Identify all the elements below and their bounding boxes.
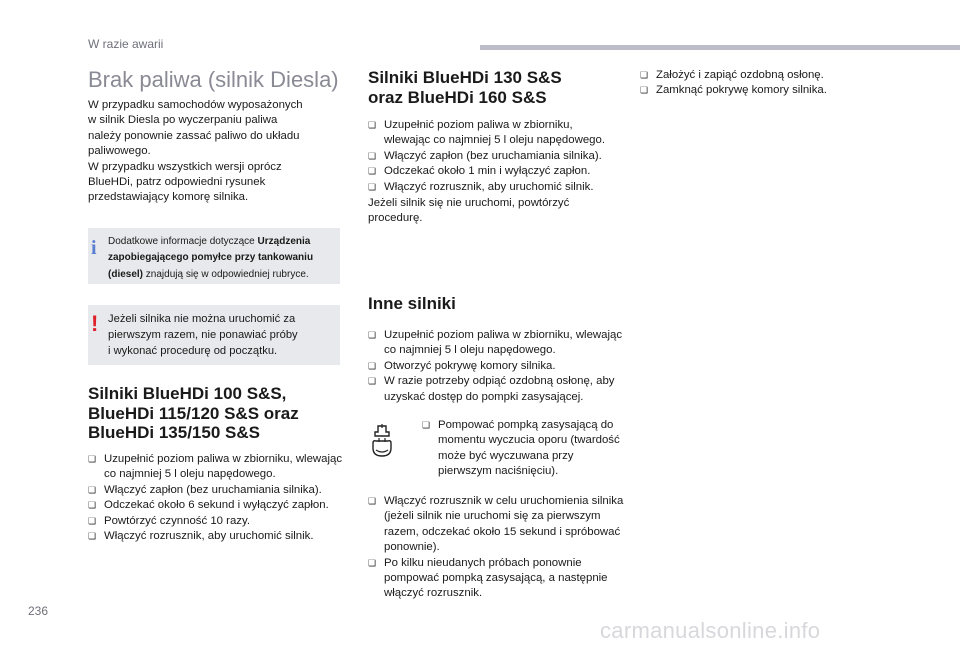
info-text: Dodatkowe informacje dotyczące Urządzenia zapobiegającego pomyłce przy tankowaniu (diesel) znajdują się w odpowiedniej rubryce.: [108, 236, 314, 280]
hand-pump-icon: [368, 424, 396, 458]
list-item: ❏ Włączyć rozrusznik, aby uruchomić silnik.: [368, 180, 618, 195]
list-item: ❏ Włączyć rozrusznik w celu uruchomienia silnika (jeżeli silnik nie uruchomi się za pierwszym razem, odczekać około 15 sekund i spróbować ponownie).: [368, 495, 624, 554]
intro-line: BlueHDi, patrz odpowiedni rysunek: [88, 176, 266, 189]
checkbox-bullet-icon: ❏: [368, 166, 377, 177]
list-item: ❏ Pompować pompką zasysającą do momentu wyczucia oporu (twardość może być wyczuwana przy pierwszym naciśnięciu).: [422, 419, 620, 478]
intro-paragraph: [88, 98, 338, 206]
list-item: ❏ Otworzyć pokrywę komory silnika.: [368, 359, 628, 374]
checkbox-bullet-icon: ❏: [640, 85, 649, 96]
list-item: ❏ Po kilku nieudanych próbach ponownie pompować pompką zasysającą, a następnie włączyć rozrusznik.: [368, 556, 608, 600]
page-number: 236: [28, 604, 49, 618]
intro-line: przedstawiający komorę silnika.: [88, 191, 249, 204]
steps-bluehdi-100: [88, 452, 353, 544]
watermark: carmanualsonline.info: [600, 618, 821, 643]
warning-icon: !: [91, 311, 99, 336]
heading-bluehdi-130: Silniki BlueHDi 130 S&S oraz BlueHDi 160 S&S: [368, 68, 562, 107]
list-item: ❏ Zamknąć pokrywę komory silnika.: [640, 83, 890, 98]
checkbox-bullet-icon: ❏: [88, 454, 97, 464]
list-item: ❏ Uzupełnić poziom paliwa w zbiorniku, wlewając co najmniej 5 l oleju napędowego.: [88, 453, 343, 481]
checkbox-bullet-icon: ❏: [368, 181, 377, 192]
warning-text: Jeżeli silnika nie można uruchomić za pierwszym razem, nie ponawiać próby i wykonać procedurę od początku.: [108, 313, 298, 358]
steps-bluehdi-130: [368, 118, 618, 195]
checkbox-bullet-icon: ❏: [368, 496, 377, 506]
page-title: Brak paliwa (silnik Diesla): [88, 67, 339, 92]
intro-line: W przypadku samochodów wyposażonych: [88, 99, 303, 111]
checkbox-bullet-icon: ❏: [88, 515, 97, 526]
steps-other-engines: [368, 328, 628, 405]
intro-line: paliwowego.: [88, 145, 151, 158]
list-item: ❏ Odczekać około 6 sekund i wyłączyć zapłon.: [88, 498, 353, 513]
list-item: ❏ Powtórzyć czynność 10 razy.: [88, 514, 353, 529]
intro-line: W przypadku wszystkich wersji oprócz: [88, 160, 282, 173]
checkbox-bullet-icon: ❏: [368, 120, 377, 130]
checkbox-bullet-icon: ❏: [368, 360, 377, 371]
intro-line: w silnik Diesla po wyczerpaniu paliwa: [88, 114, 278, 127]
steps-finish: [640, 68, 890, 99]
steps-pump: [422, 418, 622, 480]
list-item: ❏ W razie potrzeby odpiąć ozdobną osłonę, aby uzyskać dostęp do pompki zasysającej.: [368, 375, 615, 403]
heading-other-engines: Inne silniki: [368, 294, 456, 313]
list-item: ❏ Włączyć zapłon (bez uruchamiania silnika).: [368, 149, 618, 164]
checkbox-bullet-icon: ❏: [368, 330, 377, 340]
checkbox-bullet-icon: ❏: [368, 376, 377, 387]
heading-bluehdi-100: Silniki BlueHDi 100 S&S, BlueHDi 115/120 S&S oraz BlueHDi 135/150 S&S: [88, 384, 299, 442]
list-item: ❏ Odczekać około 1 min i wyłączyć zapłon.: [368, 164, 618, 179]
section-label: W razie awarii: [88, 37, 164, 51]
info-icon: i: [91, 237, 97, 259]
checkbox-bullet-icon: ❏: [368, 557, 377, 568]
list-item: ❏ Założyć i zapiąć ozdobną osłonę.: [640, 68, 890, 83]
checkbox-bullet-icon: ❏: [88, 484, 97, 495]
checkbox-bullet-icon: ❏: [368, 150, 377, 161]
header-bar: [480, 45, 960, 50]
note-bluehdi-130: Jeżeli silnik się nie uruchomi, powtórzyć procedurę.: [368, 197, 570, 225]
list-item: ❏ Uzupełnić poziom paliwa w zbiorniku, wlewając co najmniej 5 l oleju napędowego.: [368, 329, 623, 357]
checkbox-bullet-icon: ❏: [88, 500, 97, 511]
list-item: ❏ Włączyć zapłon (bez uruchamiania silnika).: [88, 483, 353, 498]
steps-start-engine: [368, 494, 628, 602]
list-item: ❏ Uzupełnić poziom paliwa w zbiorniku, wlewając co najmniej 5 l oleju napędowego.: [368, 119, 605, 147]
checkbox-bullet-icon: ❏: [88, 531, 97, 542]
warning-box: [88, 305, 340, 365]
checkbox-bullet-icon: ❏: [422, 420, 431, 430]
intro-line: należy ponownie zassać paliwo do układu: [88, 129, 300, 142]
list-item: ❏ Włączyć rozrusznik, aby uruchomić silnik.: [88, 529, 353, 544]
info-box: [88, 228, 340, 284]
checkbox-bullet-icon: ❏: [640, 70, 649, 80]
